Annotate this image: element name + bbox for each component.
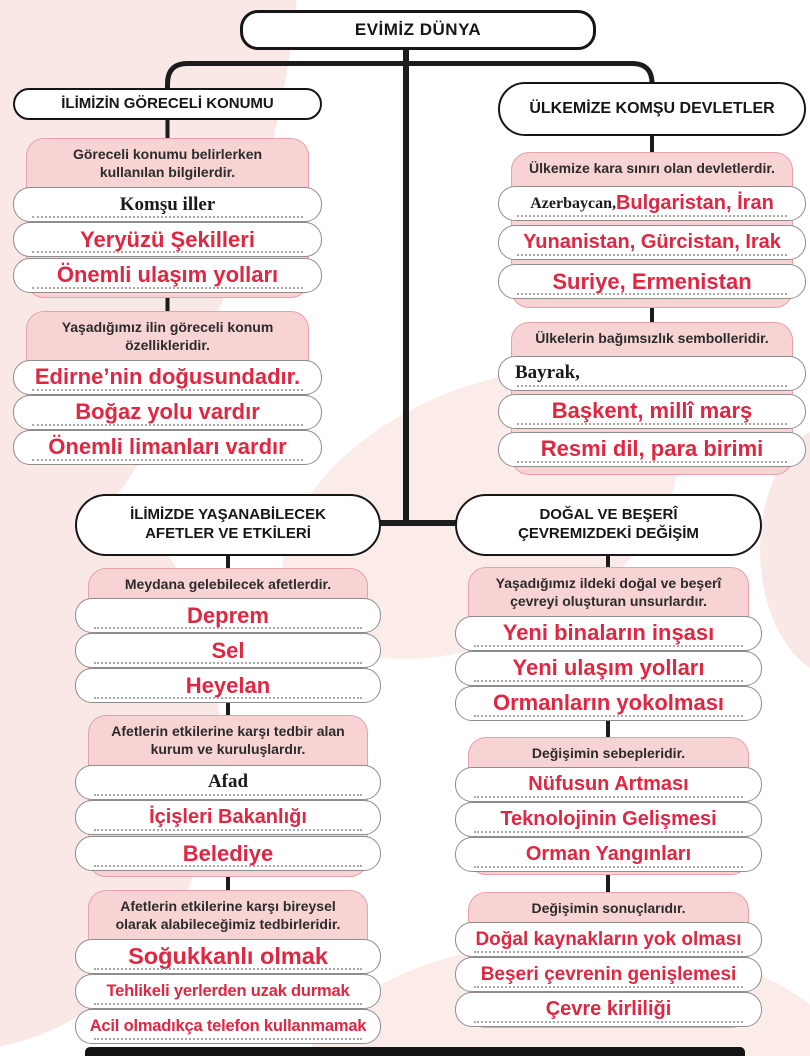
answers (455, 920, 762, 1032)
answer-pill (455, 957, 762, 992)
answer-pill (13, 360, 322, 395)
group (455, 737, 762, 875)
answer-pill (13, 258, 322, 293)
answer-pill (75, 974, 381, 1009)
answer-pill (498, 394, 806, 429)
group (498, 152, 806, 308)
section-title-label: İLİMİZDE YAŞANABİLECEK AFETLER VE ETKİLERİ (130, 506, 326, 542)
answers (75, 596, 381, 708)
answer-text: Önemli ulaşım yolları (56, 262, 279, 288)
answer-pill (75, 765, 381, 800)
answer-pill (13, 187, 322, 222)
answer-text: Yeni ulaşım yolları (512, 655, 705, 681)
section-cevre-degisim (455, 494, 762, 1054)
answer-text: Ormanların yokolması (492, 690, 725, 716)
prompt-box: Ülkelerin bağımsızlık sembolleridir. (535, 330, 769, 346)
answer-text: Beşeri çevrenin genişlemesi (480, 963, 737, 985)
group (75, 715, 381, 877)
answer-pill (455, 922, 762, 957)
cut-off-box (85, 1047, 745, 1056)
section-komsu-devletler (498, 82, 806, 482)
answer-pill (498, 225, 806, 260)
prompt-box: Afetlerin etkilerine karşı tedbir alan kurum ve kuruluşlardır. (111, 723, 345, 758)
answer-pill (455, 651, 762, 686)
answer-pill (498, 186, 806, 221)
root-title (240, 10, 596, 50)
answer-text: Doğal kaynakların yok olması (475, 928, 742, 950)
answer-pill (455, 686, 762, 721)
section-title (455, 494, 762, 556)
answer-pill (455, 767, 762, 802)
prompt-box: Göreceli konumu belirlerken kullanılan bilgilerdir. (72, 146, 263, 181)
answer-text: Bayrak, (515, 362, 580, 384)
answer-pill (13, 395, 322, 430)
answer-pill (455, 802, 762, 837)
answer-text: Teknolojinin Gelişmesi (500, 808, 717, 831)
answer-text: Orman Yangınları (525, 843, 692, 866)
answer-text: Deprem (187, 602, 269, 628)
answers (455, 614, 762, 726)
answers (75, 762, 381, 877)
answer-text: Edirne’nin doğusundadır. (34, 364, 301, 390)
section-title-label: ÜLKEMİZE KOMŞU DEVLETLER (529, 100, 775, 117)
section-goreceli-konum (13, 88, 322, 460)
prompt-box: Yaşadığımız ildeki doğal ve beşerî çevreyi oluşturan unsurlardır. (495, 575, 722, 610)
answer-text: Başkent, millî marş (551, 398, 753, 424)
answer-text: Komşu iller (119, 193, 216, 215)
answer-text: Soğukkanlı olmak (128, 942, 328, 969)
answers (498, 180, 806, 308)
section-title (75, 494, 381, 556)
group (498, 322, 806, 475)
answers (13, 358, 322, 470)
answers (498, 350, 806, 475)
section-title (498, 82, 806, 136)
answer-text: Tehlikeli yerlerden uzak durmak (106, 981, 350, 1000)
answer-pill (13, 430, 322, 465)
section-title-label: İLİMİZİN GÖRECELİ KONUMU (61, 94, 274, 112)
answer-text: Resmi dil, para birimi (540, 436, 764, 462)
answer-text: Yeni binaların inşası (502, 620, 715, 646)
answer-pill (455, 616, 762, 651)
prompt-box: Yaşadığımız ilin göreceli konum özellikleridir. (61, 319, 274, 354)
group (75, 568, 381, 702)
group (75, 890, 381, 1043)
prompt-box: Değişimin sebepleridir. (531, 745, 686, 761)
answer-pill (75, 1009, 381, 1044)
answer-pill (75, 633, 381, 668)
answer-text: Çevre kirliliği (545, 998, 672, 1021)
group (13, 138, 322, 298)
answer-pill (75, 598, 381, 633)
section-title (13, 88, 322, 120)
section-title-label: DOĞAL VE BEŞERÎ ÇEVREMIZDEKİ DEĞİŞİM (518, 506, 699, 542)
prompt-box: Afetlerin etkilerine karşı bireysel olarak alabileceğimiz tedbirleridir. (115, 898, 341, 933)
group (13, 311, 322, 464)
answers (75, 937, 381, 1049)
prompt-box: Ülkemize kara sınırı olan devletlerdir. (529, 160, 775, 176)
answer-text: Önemli limanları vardır (48, 434, 287, 460)
answer-text: Yunanistan, Gürcistan, Irak (523, 231, 781, 254)
answer-text: Bulgaristan, İran (615, 192, 774, 215)
answer-text: Belediye (182, 840, 274, 866)
answer-text-handwritten: Azerbaycan, (530, 194, 616, 212)
group (455, 892, 762, 1028)
group (455, 567, 762, 717)
answer-pill (455, 992, 762, 1027)
answer-pill (75, 939, 381, 974)
answer-text: Yeryüzü Şekilleri (80, 226, 255, 252)
answer-text: Acil olmadıkça telefon kullanmamak (89, 1016, 367, 1035)
section-afetler-etkileri (75, 494, 381, 1054)
answer-pill (498, 356, 806, 391)
answer-text: Nüfusun Artması (528, 773, 689, 796)
answer-pill (498, 432, 806, 467)
answer-pill (455, 837, 762, 872)
answer-pill (498, 264, 806, 299)
answer-pill (75, 668, 381, 703)
answer-text: Afad (207, 771, 249, 793)
answers (455, 765, 762, 877)
answers (13, 185, 322, 298)
answer-pill (75, 836, 381, 871)
answer-text: Boğaz yolu vardır (75, 399, 260, 425)
root-title-label: EVİMİZ DÜNYA (354, 20, 482, 39)
prompt-box: Değişimin sonuçlarıdır. (531, 900, 686, 916)
answer-text: Heyelan (185, 672, 271, 698)
answer-text: Sel (211, 637, 245, 663)
answer-pill (75, 800, 381, 835)
answer-pill (13, 222, 322, 257)
prompt-box: Meydana gelebilecek afetlerdir. (124, 576, 332, 592)
answer-text: Suriye, Ermenistan (552, 268, 752, 294)
answer-text: İçişleri Bakanlığı (149, 806, 307, 829)
